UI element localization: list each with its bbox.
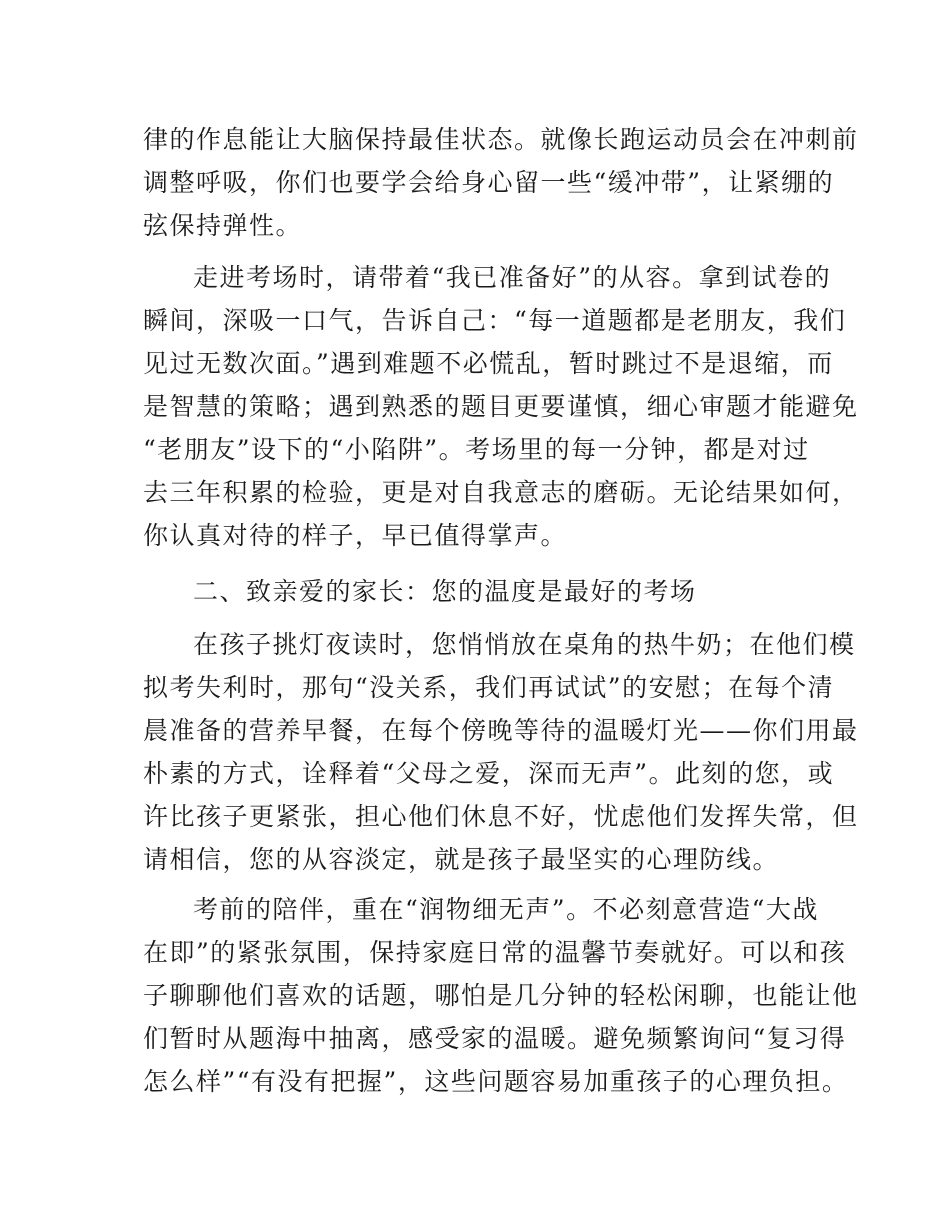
text-line: 在孩子挑灯夜读时，您悄悄放在桌角的热牛奶；在他们模: [193, 630, 856, 659]
text-line: 律的作息能让大脑保持最佳状态。就像长跑运动员会在冲刺前: [143, 125, 859, 154]
text-line: 子聊聊他们喜欢的话题，哪怕是几分钟的轻松闲聊，也能让他: [143, 981, 859, 1010]
text-line: 朴素的方式，诠释着“父母之爱，深而无声”。此刻的您，或: [143, 759, 835, 788]
text-line: 去三年积累的检验，更是对自我意志的磨砺。无论结果如何，: [143, 478, 859, 507]
text-line: 在即”的紧张氛围，保持家庭日常的温馨节奏就好。可以和孩: [143, 938, 847, 967]
text-line: 走进考场时，请带着“我已准备好”的从容。拿到试卷的: [193, 263, 832, 292]
heading-text: 二、致亲爱的家长：您的温度是最好的考场: [193, 577, 697, 606]
paragraph-exam-room: [143, 256, 859, 557]
paragraph-continuation: [143, 118, 859, 247]
text-line: 请相信，您的从容淡定，就是孩子最坚实的心理防线。: [143, 845, 780, 874]
text-line: 见过无数次面。”遇到难题不必慌乱，暂时跳过不是退缩，而: [143, 349, 834, 378]
section-heading: [143, 570, 823, 613]
text-line: 们暂时从题海中抽离，感受家的温暖。避免频繁询问“复习得: [143, 1024, 847, 1053]
text-line: 许比孩子更紧张，担心他们休息不好，忧虑他们发挥失常，但: [143, 802, 859, 831]
text-line: 是智慧的策略；遇到熟悉的题目更要谨慎，细心审题才能避免: [143, 392, 859, 421]
text-line: 调整呼吸，你们也要学会给身心留一些“缓冲带”，让紧绷的: [143, 168, 835, 197]
text-line: 拟考失利时，那句“没关系，我们再试试”的安慰；在每个清: [143, 673, 835, 702]
text-line: 你认真对待的样子，早已值得掌声。: [143, 521, 568, 550]
paragraph-companionship: [143, 888, 859, 1103]
text-line: “老朋友”设下的“小陷阱”。考场里的每一分钟，都是对过: [143, 435, 810, 464]
text-line: 瞬间，深吸一口气，告诉自己：“每一道题都是老朋友，我们: [143, 306, 847, 335]
paragraph-parents-care: [143, 623, 859, 881]
text-line: 弦保持弹性。: [143, 211, 303, 240]
text-line: 晨准备的营养早餐，在每个傍晚等待的温暖灯光——你们用最: [143, 716, 859, 745]
text-line: 考前的陪伴，重在“润物细无声”。不必刻意营造“大战: [193, 895, 819, 924]
text-line: 怎么样”“有没有把握”，这些问题容易加重孩子的心理负担。: [143, 1067, 849, 1096]
